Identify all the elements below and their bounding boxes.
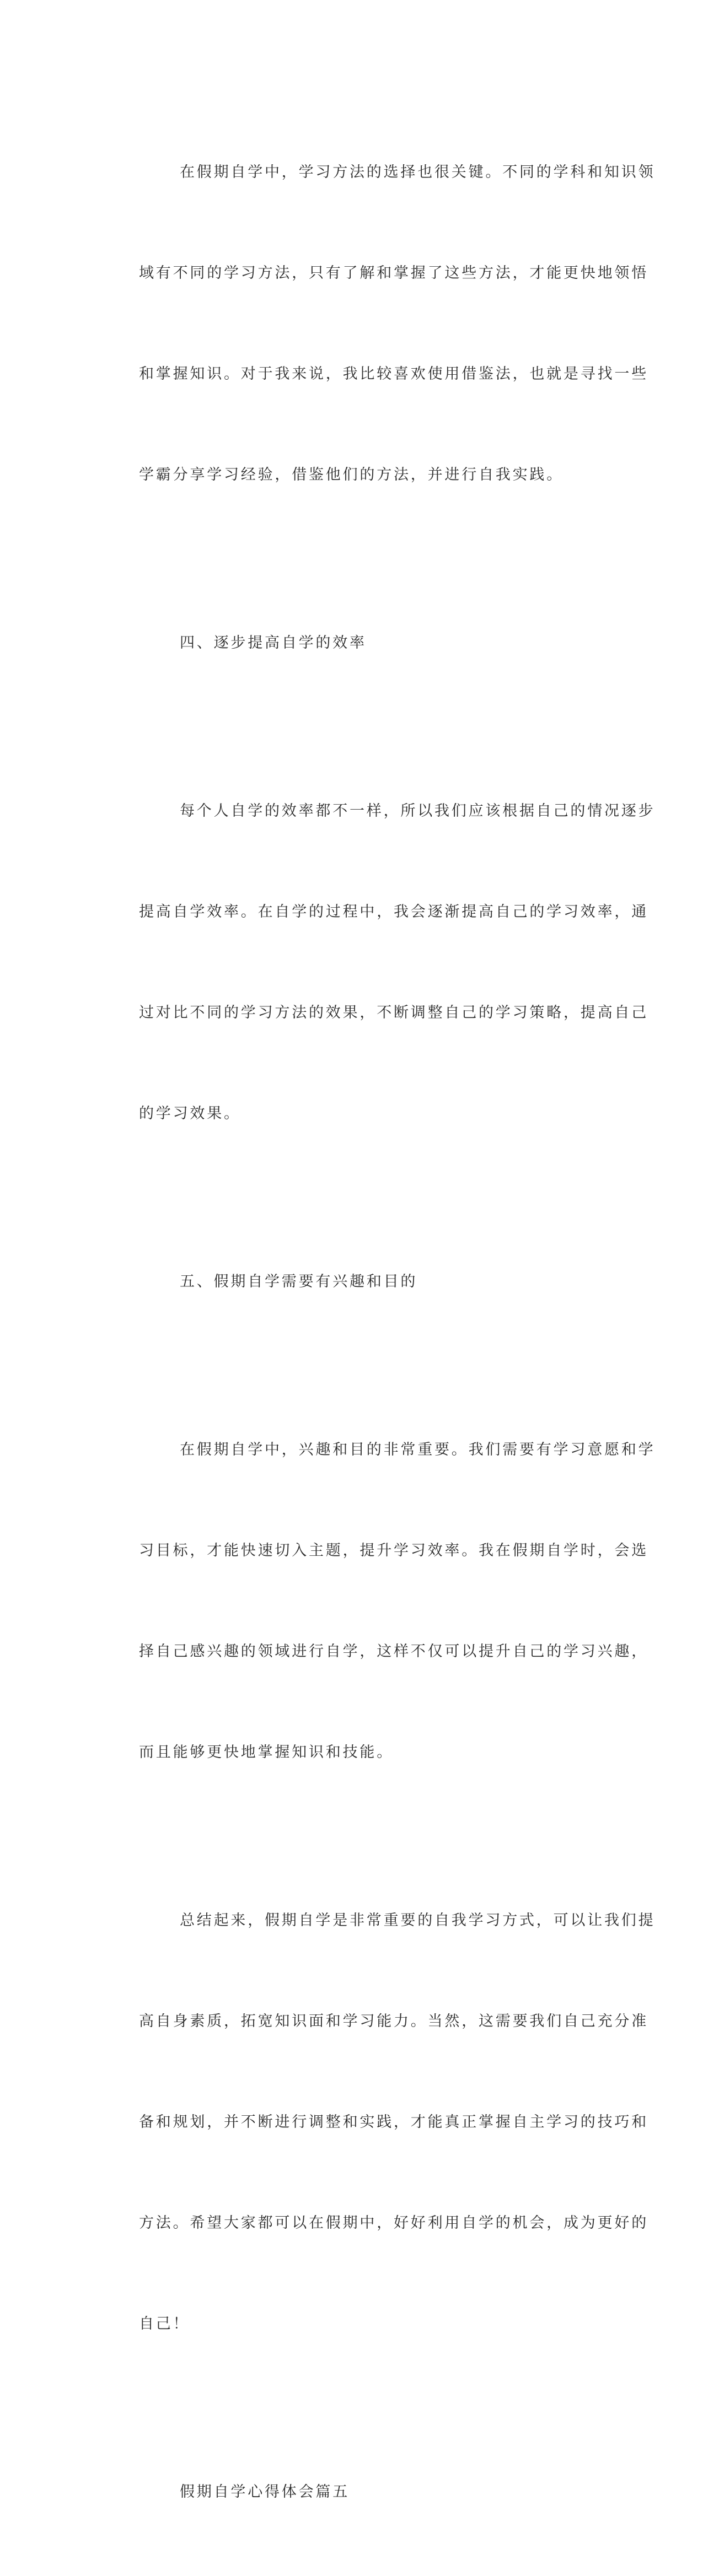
text-line: 每个人自学的效率都不一样，所以我们应该根据自己的情况逐步 [180,802,656,820]
heading-line: 五、假期自学需要有兴趣和目的 [180,1273,418,1290]
text-line: 域有不同的学习方法，只有了解和掌握了这些方法，才能更快地领悟 [139,265,648,282]
text-line: 自己！ [139,2315,190,2332]
paragraph-learning-methods [105,88,656,559]
text-line: 总结起来，假期自学是非常重要的自我学习方式，可以让我们提 [180,1912,656,1929]
paragraph-summary [105,1836,656,2408]
text-line: 和掌握知识。对于我来说，我比较喜欢使用借鉴法，也就是寻找一些 [139,365,648,382]
section-heading-4 [105,559,590,727]
text-line: 过对比不同的学习方法的效果，不断调整自己的学习策略，提高自己 [139,1004,648,1021]
text-line: 习目标，才能快速切入主题，提升学习效率。我在假期自学时，会选 [139,1542,648,1559]
paragraph-interest-goals [105,1366,656,1836]
text-line: 学霸分享学习经验，借鉴他们的方法，并进行自我实践。 [139,466,564,483]
next-section-title [105,2408,590,2576]
text-line: 在假期自学中，兴趣和目的非常重要。我们需要有学习意愿和学 [180,1441,656,1458]
heading-line: 四、逐步提高自学的效率 [180,634,367,651]
text-line: 择自己感兴趣的领域进行自学，这样不仅可以提升自己的学习兴趣， [139,1643,648,1660]
text-line: 而且能够更快地掌握知识和技能。 [139,1744,394,1761]
text-line: 提高自学效率。在自学的过程中，我会逐渐提高自己的学习效率，通 [139,903,648,920]
section-heading-5 [105,1198,590,1366]
text-line: 在假期自学中，学习方法的选择也很关键。不同的学科和知识领 [180,164,656,181]
text-line: 的学习效果。 [139,1105,241,1122]
document-body [105,88,656,2576]
text-line: 备和规划，并不断进行调整和实践，才能真正掌握自主学习的技巧和 [139,2114,648,2131]
paragraph-efficiency [105,727,656,1198]
text-line: 方法。希望大家都可以在假期中，好好利用自学的机会，成为更好的 [139,2214,648,2232]
text-line: 高自身素质，拓宽知识面和学习能力。当然，这需要我们自己充分准 [139,2013,648,2030]
heading-line: 假期自学心得体会篇五 [180,2483,350,2500]
